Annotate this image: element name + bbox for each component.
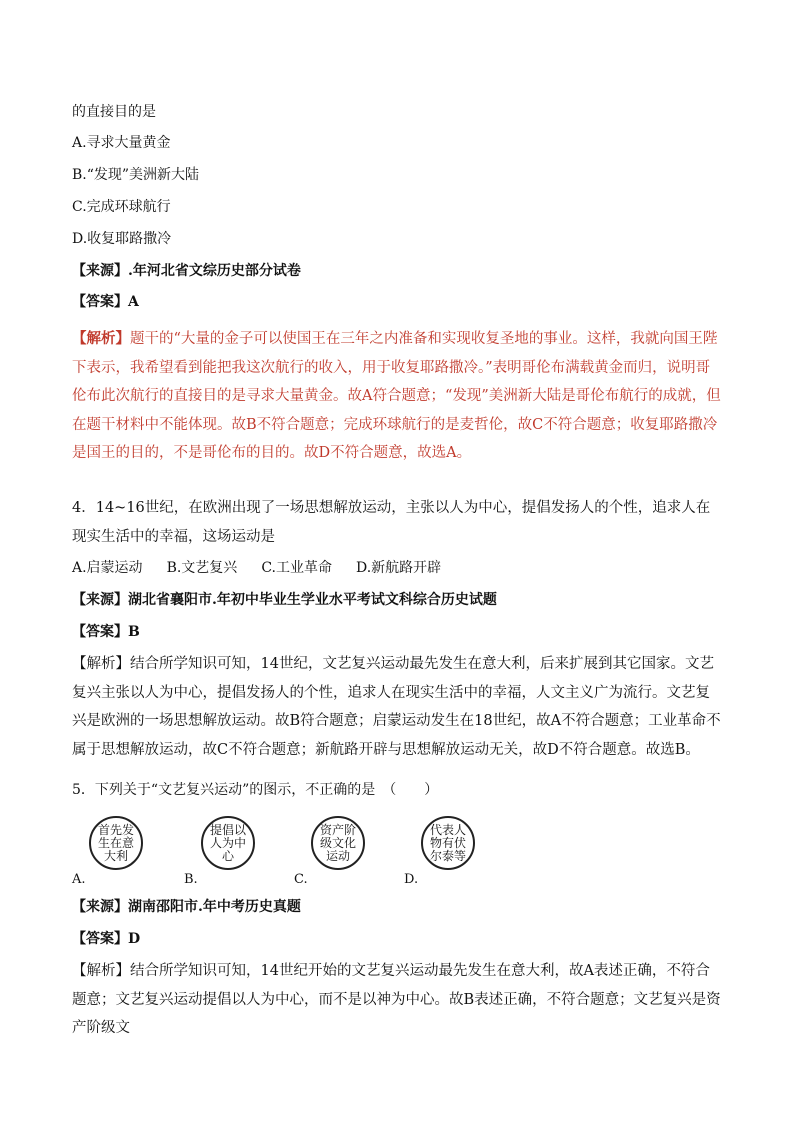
q4-option-d: D.新航路开辟 xyxy=(355,560,442,576)
q4-source: 【来源】湖北省襄阳市.年初中毕业生学业水平考试文科综合历史试题 xyxy=(72,592,497,608)
q3-option-b: B.“发现”美洲新大陆 xyxy=(72,167,200,183)
q5-stem: 5．下列关于“文艺复兴运动”的图示，不正确的是 （ ） xyxy=(72,782,439,798)
q3-option-d: D.收复耶路撒冷 xyxy=(72,231,172,247)
q3-analysis-tag: 【解析】 xyxy=(72,330,130,347)
q5-diagram-options xyxy=(72,816,512,888)
q3-stem-end: 的直接目的是 xyxy=(72,104,156,120)
q4-option-a: A.启蒙运动 xyxy=(72,560,143,576)
q3-option-a: A.寻求大量黄金 xyxy=(72,135,171,151)
q4-option-c: C.工业革命 xyxy=(261,560,332,576)
q3-option-c: C.完成环球航行 xyxy=(72,199,171,215)
q5-source: 【来源】湖南邵阳市.年中考历史真题 xyxy=(72,899,301,915)
q3-analysis xyxy=(72,325,724,468)
q5-option-a: 首先发生在意大利 A. xyxy=(72,816,172,888)
q4-analysis: 【解析】结合所学知识可知，14世纪，文艺复兴运动最先发生在意大利，后来扩展到其它国家。文艺复兴主张以人为中心，提倡发扬人的个性，追求人在现实生活中的幸福，人文主义广为流行。文艺复兴是欧洲的一场思想解放运动。故B符合题意；启蒙运动发生在18世纪，故A不符合题意；工业革命不属于思想解放运动，故C不符合题意；新航路开辟与思想解放运动无关，故D不符合题意。故选B。 xyxy=(72,656,721,758)
q5-circle-d: 代表人物有伏尔泰等 xyxy=(421,816,475,870)
q5-circle-b: 提倡以人为中心 xyxy=(201,816,255,870)
q5-answer: 【答案】D xyxy=(72,931,141,947)
q5-option-d: 代表人物有伏尔泰等 D. xyxy=(404,816,504,888)
q4-option-b: B.文艺复兴 xyxy=(166,560,238,576)
q3-source: 【来源】.年河北省文综历史部分试卷 xyxy=(72,263,301,279)
q5-analysis: 【解析】结合所学知识可知，14世纪开始的文艺复兴运动最先发生在意大利，故A表述正确，不符合题意；文艺复兴运动提倡以人为中心，而不是以神为中心。故B表述正确，不符合题意；文艺复兴是资产阶级文 xyxy=(72,963,721,1036)
q4-answer: 【答案】B xyxy=(72,624,140,640)
q3-answer: 【答案】A xyxy=(72,294,139,310)
q4-options xyxy=(72,558,465,578)
q5-option-c: 资产阶级文化运动 C. xyxy=(294,816,394,888)
q5-circle-a: 首先发生在意大利 xyxy=(89,816,143,870)
q5-circle-c: 资产阶级文化运动 xyxy=(311,816,365,870)
q4-stem: 4．14~16世纪，在欧洲出现了一场思想解放运动，主张以人为中心，提倡发扬人的个性，追求人在现实生活中的幸福，这场运动是 xyxy=(72,500,711,545)
q5-option-b: 提倡以人为中心 B. xyxy=(184,816,284,888)
q3-analysis-text: 题干的“大量的金子可以使国王在三年之内准备和实现收复圣地的事业。这样，我就向国王陛下表示，我希望看到能把我这次航行的收入，用于收复耶路撒冷。”表明哥伦布满载黄金而归，说明哥伦布此次航行的直接目的是寻求大量黄金。故A符合题意；“发现”美洲新大陆是哥伦布航行的成就，但在题干材料中不能体现。故B不符合题意；完成环球航行的是麦哲伦，故C不符合题意；收复耶路撒冷是国王的目的，不是哥伦布的目的。故D不符合题意，故选A。 xyxy=(72,331,721,461)
